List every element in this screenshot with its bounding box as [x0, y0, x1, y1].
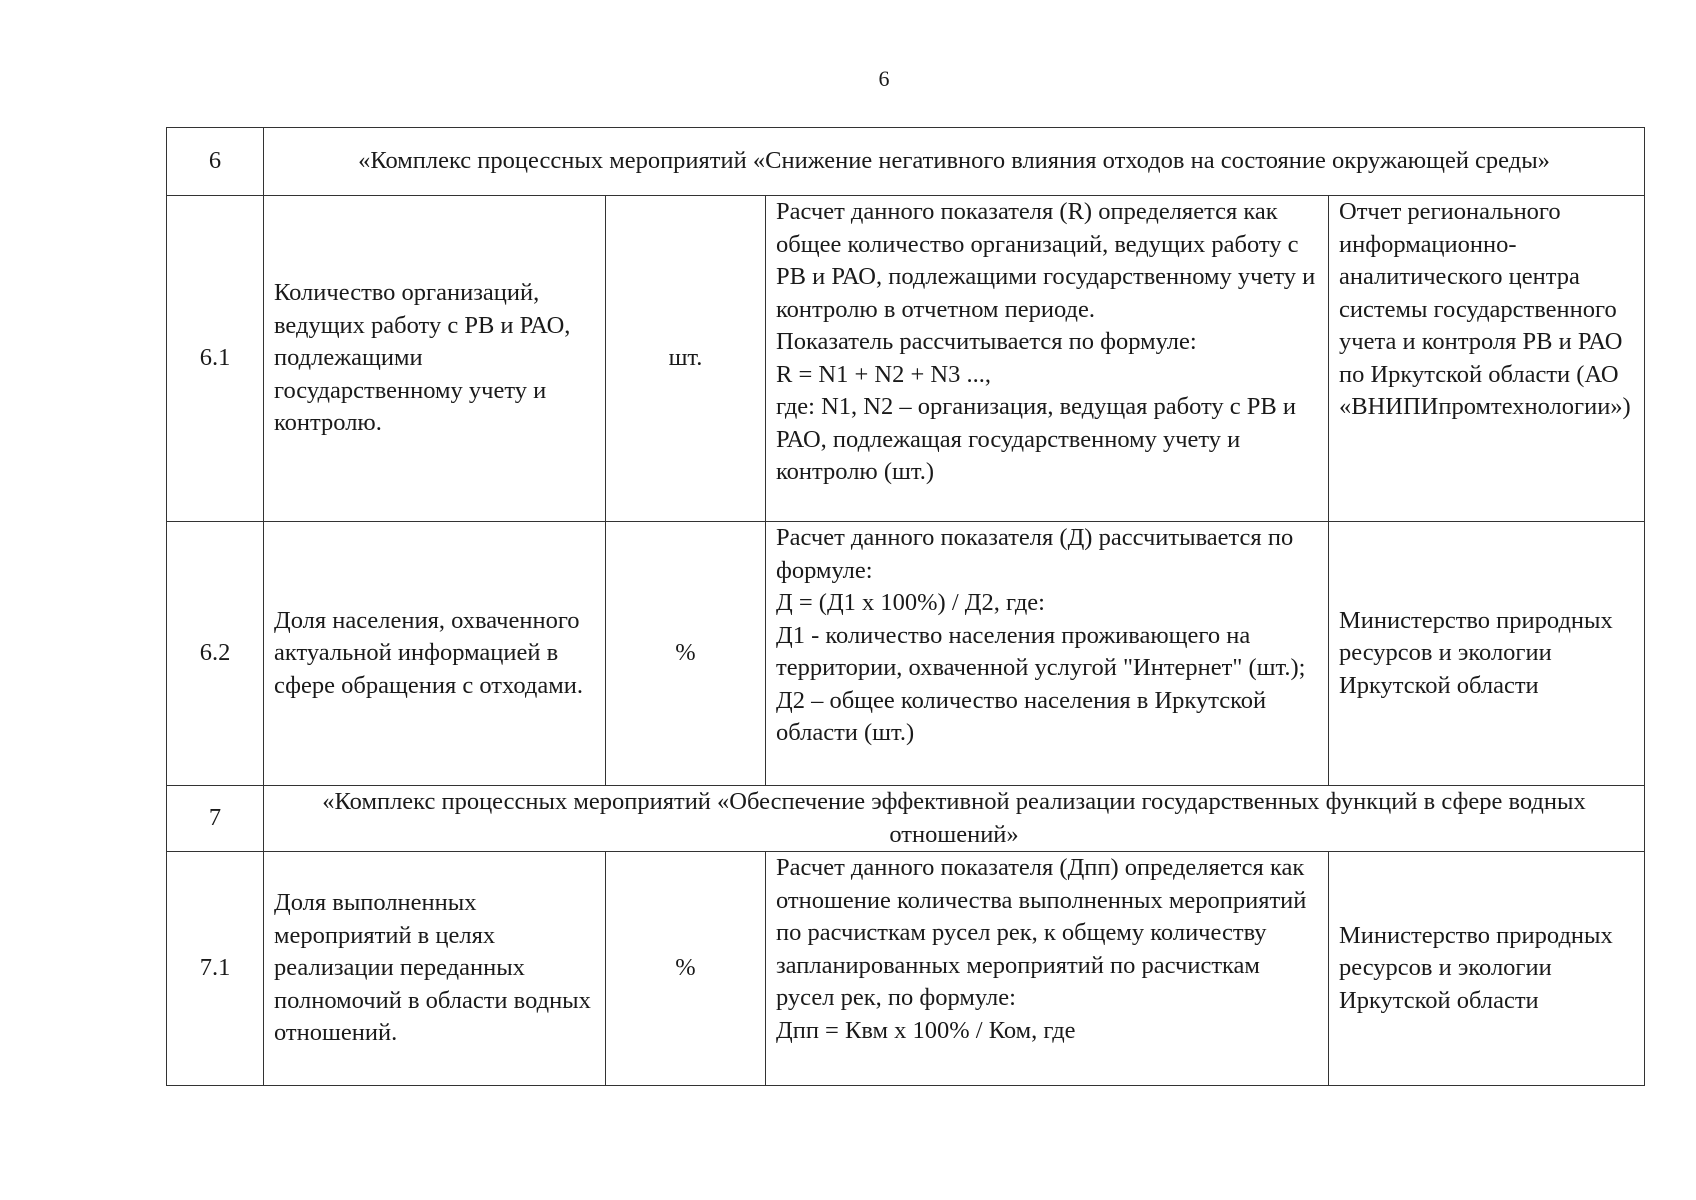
unit-of-measure: шт. [606, 196, 766, 522]
indicator-name: Доля выполненных мероприятий в целях реализации переданных полномочий в области водных отношений. [264, 852, 606, 1086]
row-number: 6.2 [167, 522, 264, 786]
method-line: Расчет данного показателя (Д) рассчитывается по формуле: [776, 524, 1294, 584]
indicator-name: Доля населения, охваченного актуальной информацией в сфере обращения с отходами. [264, 522, 606, 786]
method-line: R = N1 + N2 + N3 ..., [776, 360, 991, 388]
section-number: 6 [167, 128, 264, 196]
table-row-7-1 [167, 852, 1645, 1086]
section-row-7 [167, 786, 1645, 852]
method-line: Д2 – общее количество населения в Иркутской области (шт.) [776, 686, 1267, 746]
data-source: Министерство природных ресурсов и экологии Иркутской области [1329, 522, 1645, 786]
data-source: Отчет регионального информационно-аналитического центра системы государственного учета и контроля РВ и РАО по Иркутской области (АО «ВНИПИпромтехнологии») [1329, 196, 1645, 522]
method-line: Д1 - количество населения проживающего на территории, охваченной услугой "Интернет" (шт.); [776, 621, 1306, 681]
method-line: где: N1, N2 – организация, ведущая работу с РВ и РАО, подлежащая государственному учету и контролю (шт.) [776, 393, 1296, 485]
table-row-6-2 [167, 522, 1645, 786]
table-row-6-1 [167, 196, 1645, 522]
page-number: 6 [878, 66, 890, 91]
method-line: Показатель рассчитывается по формуле: [776, 328, 1197, 355]
indicator-name: Количество организаций, ведущих работу с РВ и РАО, подлежащими государственному учету и контролю. [264, 196, 606, 522]
section-row-6 [167, 128, 1645, 196]
row-number: 7.1 [167, 852, 264, 1086]
method-line: Расчет данного показателя (R) определяется как общее количество организаций, ведущих работу с РВ и РАО, подлежащими государственному учету и контролю в отчетном периоде. [776, 198, 1316, 323]
section-title: «Комплекс процессных мероприятий «Обеспечение эффективной реализации государственных функций в сфере водных отношений» [264, 786, 1645, 852]
calculation-method [766, 522, 1329, 786]
row-number: 6.1 [167, 196, 264, 522]
indicators-table [166, 127, 1645, 1086]
method-line: Д = (Д1 х 100%) / Д2, где: [776, 589, 1045, 616]
unit-of-measure: % [606, 852, 766, 1086]
method-line: Дпп = Квм х 100% / Ком, где [776, 1016, 1076, 1044]
section-number: 7 [167, 786, 264, 852]
section-title: «Комплекс процессных мероприятий «Снижение негативного влияния отходов на состояние окружающей среды» [264, 128, 1645, 196]
calculation-method [766, 196, 1329, 522]
calculation-method [766, 852, 1329, 1086]
unit-of-measure: % [606, 522, 766, 786]
data-source: Министерство природных ресурсов и экологии Иркутской области [1329, 852, 1645, 1086]
method-line: Расчет данного показателя (Дпп) определяется как отношение количества выполненных мероприятий по расчисткам русел рек, к общему количеству запланированных мероприятий по расчисткам русел рек, по формуле: [776, 854, 1307, 1011]
